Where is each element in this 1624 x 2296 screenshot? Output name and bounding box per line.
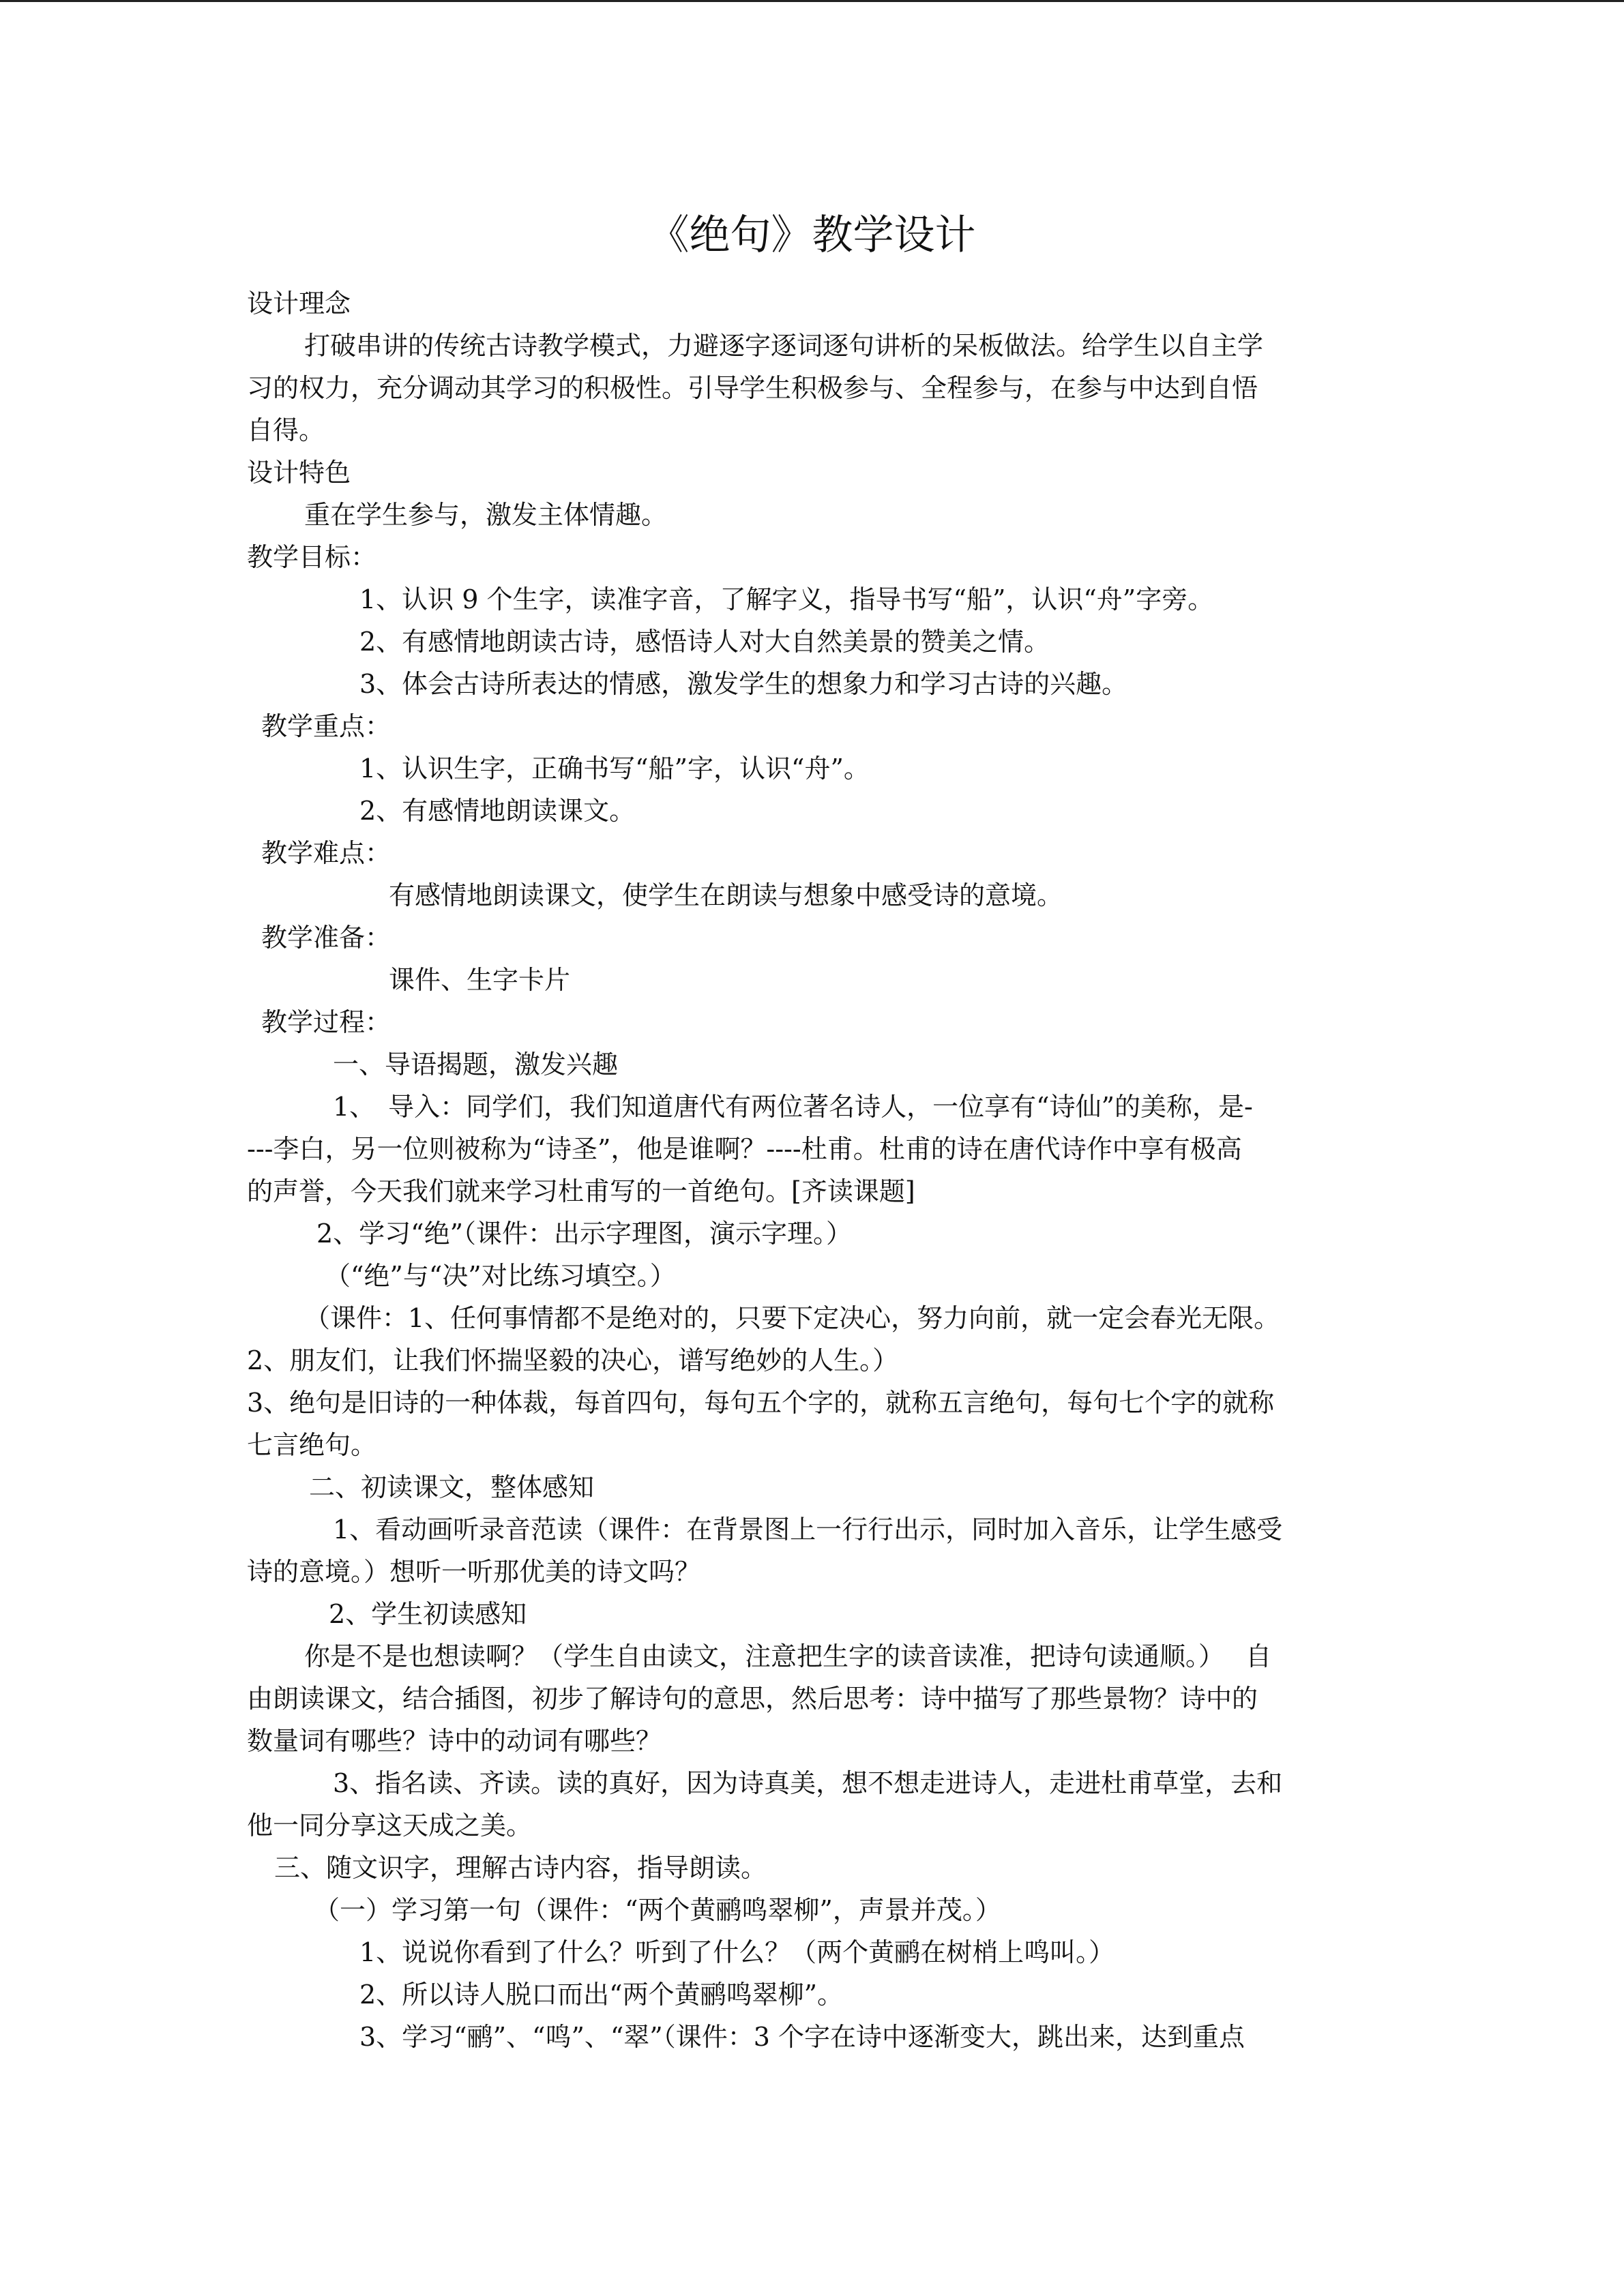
paragraph-line: 由朗读课文，结合插图，初步了解诗句的意思，然后思考：诗中描写了那些景物？诗中的 [247,1684,1258,1714]
paragraph-line: 诗的意境。）想听一听那优美的诗文吗？ [247,1557,701,1587]
list-item: 1、认识生字，正确书写“船”字，认识“舟”。 [359,754,870,784]
paragraph-line: 1、 导入：同学们，我们知道唐代有两位著名诗人，一位享有“诗仙”的美称，是- [333,1092,1253,1122]
paragraph-line: 2、学生初读感知 [329,1599,527,1629]
paragraph-line: 他一同分享这天成之美。 [247,1810,533,1840]
list-item: 3、体会古诗所表达的情感，激发学生的想象力和学习古诗的兴趣。 [359,669,1128,699]
list-item: 1、认识 9 个生字，读准字音，了解字义，指导书写“船”，认识“舟”字旁。 [359,584,1214,614]
heading-design-concept: 设计理念 [247,288,351,318]
heading-teaching-preparation: 教学准备： [261,923,392,953]
heading-teaching-focus: 教学重点： [261,711,392,741]
paragraph-line: ---李白，另一位则被称为“诗圣”，他是谁啊？----杜甫。杜甫的诗在唐代诗作中享有极高 [247,1134,1242,1164]
paragraph-line: 3、指名读、齐读。读的真好，因为诗真美，想不想走进诗人，走进杜甫草堂，去和 [333,1768,1283,1798]
section-heading: 二、初读课文，整体感知 [309,1472,595,1502]
paragraph-line: 的声誉，今天我们就来学习杜甫写的一首绝句。[齐读课题] [247,1176,915,1206]
heading-teaching-process: 教学过程： [261,1007,392,1037]
paragraph-line: 2、学习“绝”（课件：出示字理图，演示字理。） [316,1219,853,1249]
list-item: 2、有感情地朗读课文。 [359,796,636,826]
list-item: 2、所以诗人脱口而出“两个黄鹂鸣翠柳”。 [359,1980,844,2010]
page-title: 《绝句》教学设计 [648,211,976,259]
paragraph-line: 3、绝句是旧诗的一种体裁，每首四句，每句五个字的，就称五言绝句，每句七个字的就称 [247,1388,1275,1418]
paragraph-line: 数量词有哪些？诗中的动词有哪些？ [247,1726,662,1756]
paragraph-line: （“绝”与“决”对比练习填空。） [325,1261,676,1291]
paragraph-line: 2、朋友们，让我们怀揣坚毅的决心，谱写绝妙的人生。） [247,1345,899,1375]
paragraph-line: 重在学生参与，激发主体情趣。 [304,500,668,530]
paragraph-line: 七言绝句。 [247,1430,377,1460]
paragraph-line: 自得。 [247,415,325,445]
paragraph-line: （课件：1、任何事情都不是绝对的，只要下定决心，努力向前，就一定会春光无限。 [304,1303,1280,1333]
list-item: 3、学习“鹂”、“鸣”、“翠”（课件：3 个字在诗中逐渐变大，跳出来，达到重点 [359,2022,1245,2052]
heading-design-feature: 设计特色 [247,458,351,488]
list-item: 1、说说你看到了什么？听到了什么？（两个黄鹂在树梢上鸣叫。） [359,1937,1115,1967]
paragraph-line: 1、看动画听录音范读（课件：在背景图上一行行出示，同时加入音乐，让学生感受 [333,1515,1283,1545]
paragraph-line: 习的权力，充分调动其学习的积极性。引导学生积极参与、全程参与，在参与中达到自悟 [247,373,1258,403]
paragraph-line: （一）学习第一句（课件：“两个黄鹂鸣翠柳”，声景并茂。） [314,1895,1001,1925]
heading-teaching-difficulty: 教学难点： [261,838,392,868]
paragraph-line: 有感情地朗读课文，使学生在朗读与想象中感受诗的意境。 [389,880,1063,910]
heading-teaching-goals: 教学目标： [247,542,377,572]
page-top-border [0,0,1624,2]
section-heading: 一、导语揭题，激发兴趣 [333,1049,619,1079]
paragraph-line: 你是不是也想读啊？（学生自由读文，注意把生字的读音读准，把诗句读通顺。） 自 [304,1641,1272,1671]
paragraph-line: 打破串讲的传统古诗教学模式，力避逐字逐词逐句讲析的呆板做法。给学生以自主学 [304,331,1264,361]
list-item: 2、有感情地朗读古诗，感悟诗人对大自然美景的赞美之情。 [359,627,1050,657]
section-heading: 三、随文识字，理解古诗内容，指导朗读。 [274,1853,767,1883]
paragraph-line: 课件、生字卡片 [389,965,571,995]
